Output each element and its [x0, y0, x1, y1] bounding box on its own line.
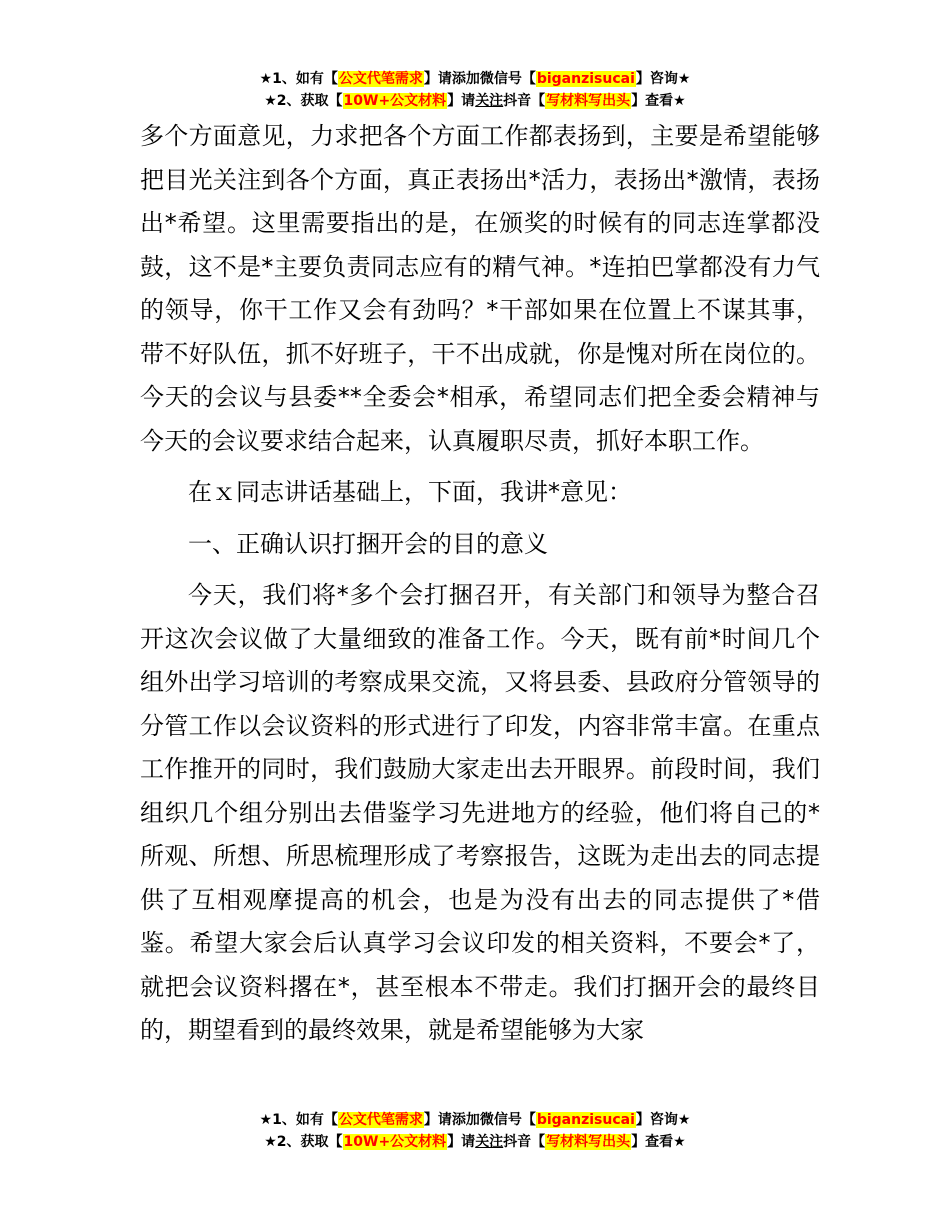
follow-text: 关注	[475, 1134, 504, 1150]
header-banner	[0, 68, 950, 112]
banner-line-1: ★1、如有【公文代笔需求】请添加微信号【biganzisucai】咨询★	[259, 1112, 691, 1128]
document-body	[140, 115, 820, 1053]
highlight-materials: 10W+公文材料	[343, 93, 447, 109]
banner-line-1: ★1、如有【公文代笔需求】请添加微信号【biganzisucai】咨询★	[259, 71, 691, 87]
highlight-douyin-account: 写材料写出头	[546, 93, 631, 109]
paragraph-2: 在ｘ同志讲话基础上，下面，我讲*意见：	[188, 478, 632, 506]
follow-text: 关注	[475, 93, 504, 109]
highlight-ghostwriting: 公文代笔需求	[338, 71, 423, 87]
highlight-ghostwriting: 公文代笔需求	[338, 1112, 423, 1128]
footer-banner	[0, 1109, 950, 1153]
banner-line-2: ★2、获取【10W+公文材料】请关注抖音【写材料写出头】查看★	[264, 93, 686, 109]
paragraph-3: 今天，我们将*多个会打捆召开，有关部门和领导为整合召开这次会议做了大量细致的准备工作。今天，既有前*时间几个组外出学习培训的考察成果交流，又将县委、县政府分管领导的分管工作以会议资料的形式进行了印发，内容非常丰富。在重点工作推开的同时，我们鼓励大家走出去开眼界。前段时间，我们组织几个组分别出去借鉴学习先进地方的经验，他们将自己的*所观、所想、所思梳理形成了考察报告，这既为走出去的同志提供了互相观摩提高的机会，也是为没有出去的同志提供了*借鉴。希望大家会后认真学习会议印发的相关资料，不要会*了，就把会议资料撂在*，甚至根本不带走。我们打捆开会的最终目的，期望看到的最终效果，就是希望能够为大家	[140, 581, 820, 1044]
highlight-douyin-account: 写材料写出头	[546, 1134, 631, 1150]
banner-line-2: ★2、获取【10W+公文材料】请关注抖音【写材料写出头】查看★	[264, 1134, 686, 1150]
highlight-materials: 10W+公文材料	[343, 1134, 447, 1150]
section-heading-1: 一、正确认识打捆开会的目的意义	[188, 529, 548, 558]
paragraph-1: 多个方面意见，力求把各个方面工作都表扬到，主要是希望能够把目光关注到各个方面，真正表扬出*活力，表扬出*激情，表扬出*希望。这里需要指出的是，在颁奖的时候有的同志连掌都没鼓，这不是*主要负责同志应有的精气神。*连拍巴掌都没有力气的领导，你干工作又会有劲吗？*干部如果在位置上不谋其事，带不好队伍，抓不好班子，干不出成就，你是愧对所在岗位的。今天的会议与县委**全委会*相承，希望同志们把全委会精神与今天的会议要求结合起来，认真履职尽责，抓好本职工作。	[140, 122, 820, 455]
highlight-wechat-id: biganzisucai	[536, 71, 635, 87]
highlight-wechat-id: biganzisucai	[536, 1112, 635, 1128]
